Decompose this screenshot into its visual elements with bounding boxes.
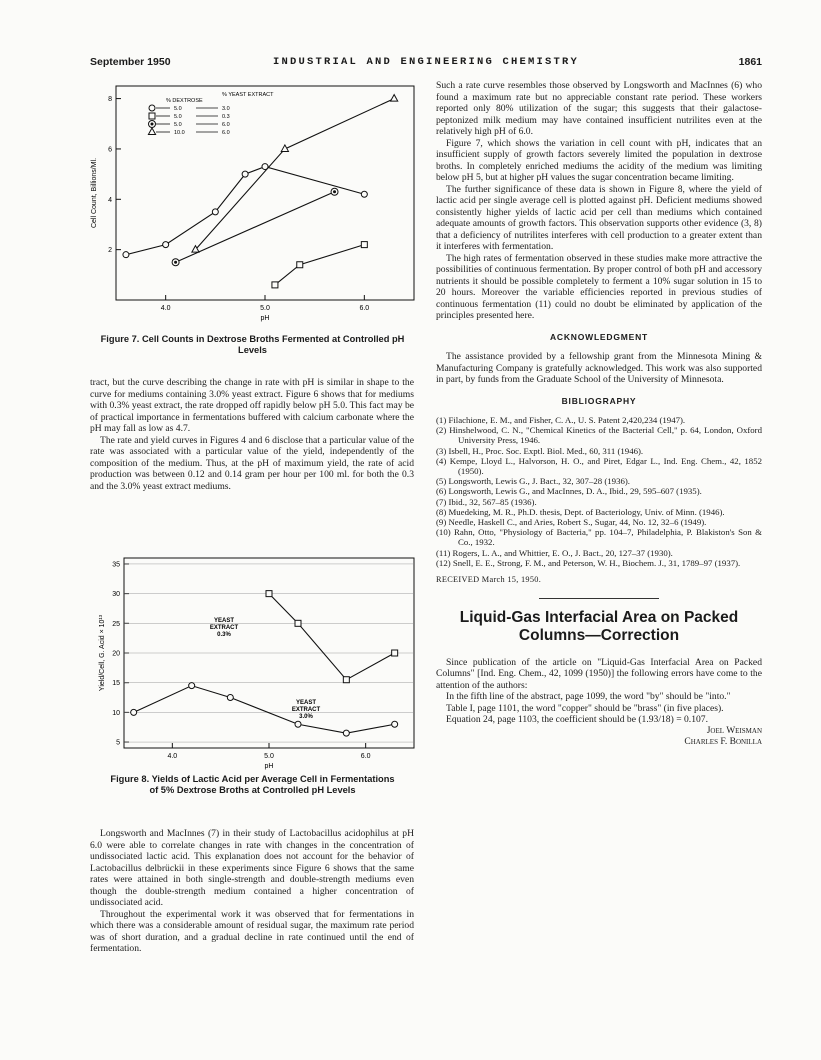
data-point [392, 650, 398, 656]
figure-8 [84, 550, 418, 780]
legend-dextrose-value: 5.0 [174, 122, 182, 128]
y-tick-label: 8 [108, 96, 112, 104]
legend-dextrose-value: 5.0 [174, 114, 182, 120]
legend-yeast-value: 0.3 [222, 114, 230, 120]
paragraph: In the fifth line of the abstract, page 1099, the word "by" should be "into." [446, 691, 731, 703]
y-tick-label: 4 [108, 196, 112, 204]
data-point [212, 209, 218, 215]
data-point [295, 721, 301, 727]
bibliography-item: (3) Isbell, H., Proc. Soc. Exptl. Biol. Med., 60, 311 (1946). [436, 445, 644, 456]
paragraph: tract, but the curve describing the change in rate with pH is similar in shape to the curve for mediums containing 3.0% yeast extract. Figure 6 shows that for mediums with 0.3% yeast extract, the rate dropped off rapidly below pH 5.0. This fact may be of practical importance in fermentations buffered with calcium carbonate where the pH may fall as low as 4.7. [90, 377, 414, 434]
legend-yeast-value: 3.0 [222, 106, 230, 112]
y-tick-label: 6 [108, 146, 112, 154]
y-tick-label: 15 [112, 680, 120, 688]
page-number: 1861 [738, 56, 762, 68]
data-point [343, 730, 349, 736]
bibliography-item: (9) Needle, Haskell C., and Aries, Robert S., Sugar, 44, No. 12, 32–6 (1949). [436, 517, 707, 528]
bibliography-item: (1) Filachione, E. M., and Fisher, C. A., U. S. Patent 2,420,234 (1947). [436, 415, 686, 425]
series-label-line: YEAST [213, 618, 235, 624]
x-tick-label: 5.0 [260, 305, 270, 312]
legend-header-dextrose: % DEXTROSE [166, 98, 203, 104]
bibliography-item: (8) Muedeking, M. R., Ph.D. thesis, Dept. of Bacteriology, Univ. of Minn. (1946). [436, 506, 725, 517]
series-label-line: 3.0% [299, 714, 313, 720]
x-tick-label: 6.0 [359, 305, 370, 312]
correction-title: Liquid-Gas Interfacial Area on Packed Columns—Correction [459, 608, 739, 644]
data-point-center [333, 190, 336, 193]
series-line [275, 245, 364, 285]
acknowledgment-text: The assistance provided by a fellowship grant from the Minnesota Mining & Manufacturing Company is gratefully acknowledged. This work was also supported in part, by funds from the Graduate School of the University of Minnesota. [436, 351, 762, 385]
paragraph: Such a rate curve resembles those observed by Longsworth and MacInnes (6) who found a maximum rate but no appreciable constant rate period. These workers reported only 80% utilization of the sugar; this suggests that their galactose-peptonized milk medium may have contained insufficient nutrilites even at the relatively high pH of 6.0. [436, 80, 762, 137]
journal-title: INDUSTRIAL AND ENGINEERING CHEMISTRY [272, 56, 580, 68]
legend-dextrose-value: 5.0 [174, 106, 182, 112]
bibliography-item: (5) Longsworth, Lewis G., J. Bact., 32, 307–28 (1936). [436, 476, 630, 487]
data-point [272, 282, 278, 288]
data-point [149, 105, 155, 111]
data-point [392, 721, 398, 727]
data-point [227, 695, 233, 701]
data-point [131, 709, 137, 715]
x-tick-label: 5.0 [264, 753, 274, 760]
bibliography-item: (12) Snell, E. E., Strong, F. M., and Peterson, W. H., Biochem. J., 31, 1789–97 (1937). [436, 557, 741, 568]
data-point [148, 128, 155, 135]
series-label-line: EXTRACT [209, 625, 239, 631]
bibliography-item: (6) Longsworth, Lewis G., and MacInnes, D. A., Ibid., 29, 595–607 (1935). [436, 486, 702, 497]
y-tick-label: 5 [116, 739, 120, 747]
issue-date: September 1950 [90, 56, 171, 68]
figure-8-chart [84, 550, 418, 780]
paragraph: Longsworth and MacInnes (7) in their study of Lactobacillus acidophilus at pH 6.0 were able to correlate changes in rate with changes in the concentration of undissociated lactic acid. This explanation does not account for the behavior of Lactobacillus delbrückii in these experiments since Figure 6 shows that the same rates were attained in both single-strength and double-strength mediums even though the double-strength medium contained a higher concentration of undissociated acid. [90, 828, 414, 908]
author-signature: Joel Weisman [706, 725, 762, 736]
paragraph: Since publication of the article on "Liquid-Gas Interfacial Area on Packed Columns" [Ind. Eng. Chem., 42, 1099 (1950)] the following errors have come to the attention of the authors: [436, 656, 762, 691]
legend-dextrose-value: 10.0 [174, 130, 185, 136]
data-point [266, 591, 272, 597]
x-axis-label: pH [264, 763, 274, 770]
data-point [297, 262, 303, 268]
figure-7-caption: Figure 7. Cell Counts in Dextrose Broths Fermented at Controlled pH Levels [100, 334, 405, 355]
paragraph: The high rates of fermentation observed in these studies make more attractive the possibilities of continuous fermentation. By proper control of both pH and accessory nutrients it should be possible completely to ferment a 10% sugar solution in 15 to 20 hours. Moreover the variable efficiencies reported in previous studies of continuous fermentation (11) could no doubt be eliminated by application of the principles presented here. [436, 252, 762, 321]
legend-header-yeast: % YEAST EXTRACT [222, 92, 274, 98]
series-line [176, 192, 335, 262]
data-point [163, 242, 169, 248]
bibliography-item: (2) Hinshelwood, C. N., "Chemical Kinetics of the Bacterial Cell," p. 64, London, Oxford University Press, 1946. [436, 425, 762, 446]
bibliography-list [436, 415, 762, 568]
bibliography-item: (11) Rogers, L. A., and Whittier, E. O., J. Bact., 20, 127–37 (1930). [436, 547, 673, 558]
series-label-line: YEAST [295, 700, 317, 706]
y-tick-label: 35 [112, 561, 120, 569]
series-line [126, 167, 364, 255]
acknowledgment-heading: ACKNOWLEDGMENT [549, 331, 649, 342]
y-axis-label: Yield/Cell, G. Acid × 10¹³ [99, 614, 106, 692]
y-tick-label: 25 [112, 620, 120, 628]
data-point-center [151, 123, 154, 126]
bibliography-item: (7) Ibid., 32, 567–85 (1936). [436, 496, 537, 507]
data-point [189, 683, 195, 689]
x-axis-label: pH [260, 315, 270, 322]
divider [539, 598, 659, 599]
y-tick-label: 10 [112, 709, 120, 717]
data-point [295, 620, 301, 626]
data-point [343, 677, 349, 683]
author-signature: Charles F. Bonilla [684, 737, 762, 748]
x-tick-label: 4.0 [160, 305, 171, 312]
x-tick-label: 4.0 [167, 753, 178, 760]
bibliography-heading: BIBLIOGRAPHY [561, 395, 637, 406]
data-point [361, 191, 367, 197]
x-tick-label: 6.0 [360, 753, 371, 760]
left-column-text-1 [90, 377, 414, 492]
figure-7 [84, 80, 418, 330]
series-label-line: EXTRACT [291, 707, 321, 713]
data-point [391, 95, 398, 102]
paragraph: Equation 24, page 1103, the coefficient should be (1.93/18) = 0.107. [446, 714, 708, 726]
data-point [149, 113, 155, 119]
series-line [269, 594, 395, 680]
received-date: RECEIVED March 15, 1950. [436, 575, 542, 585]
series-label-line: 0.3% [217, 632, 231, 638]
y-tick-label: 30 [112, 591, 120, 599]
plot-frame [116, 86, 414, 300]
y-axis-label: Cell Count, Billions/Ml. [91, 157, 98, 229]
legend-yeast-value: 6.0 [222, 130, 230, 136]
paragraph: Throughout the experimental work it was observed that for fermentations in which there was a considerable amount of residual sugar, the maximum rate period was of short duration, and a gradual decline in rate continued until the end of fermentation. [90, 908, 414, 954]
series-line [134, 686, 395, 734]
data-point-center [174, 261, 177, 264]
y-tick-label: 2 [108, 247, 112, 255]
paragraph: Figure 7, which shows the variation in cell count with pH, indicates that an insufficient supply of growth factors severely limited the population in dextrose broths. In completely enriched mediums the acidity of the medium was limiting below pH 5, but at higher pH values the sugar concentration became limiting. [436, 137, 762, 183]
figure-8-caption: Figure 8. Yields of Lactic Acid per Average Cell in Fermentations of 5% Dextrose Broths at Controlled pH Levels [110, 774, 395, 795]
paragraph: Table I, page 1101, the word "copper" should be "brass" (in five places). [446, 702, 724, 714]
legend-yeast-value: 6.0 [222, 122, 230, 128]
y-tick-label: 20 [112, 650, 120, 658]
page-header [90, 56, 762, 72]
bibliography-item: (10) Rahn, Otto, "Physiology of Bacteria," pp. 104–7, Philadelphia, P. Blakiston's Son & Co., 1932. [436, 527, 762, 548]
data-point [361, 242, 367, 248]
left-column-text-2 [90, 828, 414, 955]
bibliography-item: (4) Kempe, Lloyd L., Halvorson, H. O., and Piret, Edgar L., Ind. Eng. Chem., 42, 1852 (1950). [436, 455, 762, 477]
right-column [436, 80, 762, 749]
data-point [242, 171, 248, 177]
paragraph: The rate and yield curves in Figures 4 and 6 disclose that a particular value of the rate was associated with a particular value of the yield, independently of the composition of the medium. Thus, at the pH of maximum yield, the rate of acid production was between 0.12 and 0.14 gram per hour per 100 ml. for both the 0.3 and the 3.0% yeast extract mediums. [90, 434, 414, 492]
figure-7-chart [84, 80, 418, 330]
paragraph: The further significance of these data is shown in Figure 8, where the yield of lactic acid per single average cell is plotted against pH. Deficient mediums showed consistently higher yields of lactic acid per cell than mediums which contained adequate amounts of growth factors. This observation supports other evidence (3, 8) that a deficiency of nutrilites interferes with cell production to a greater extent than it interferes with fermentation. [436, 183, 762, 252]
data-point [123, 252, 129, 258]
